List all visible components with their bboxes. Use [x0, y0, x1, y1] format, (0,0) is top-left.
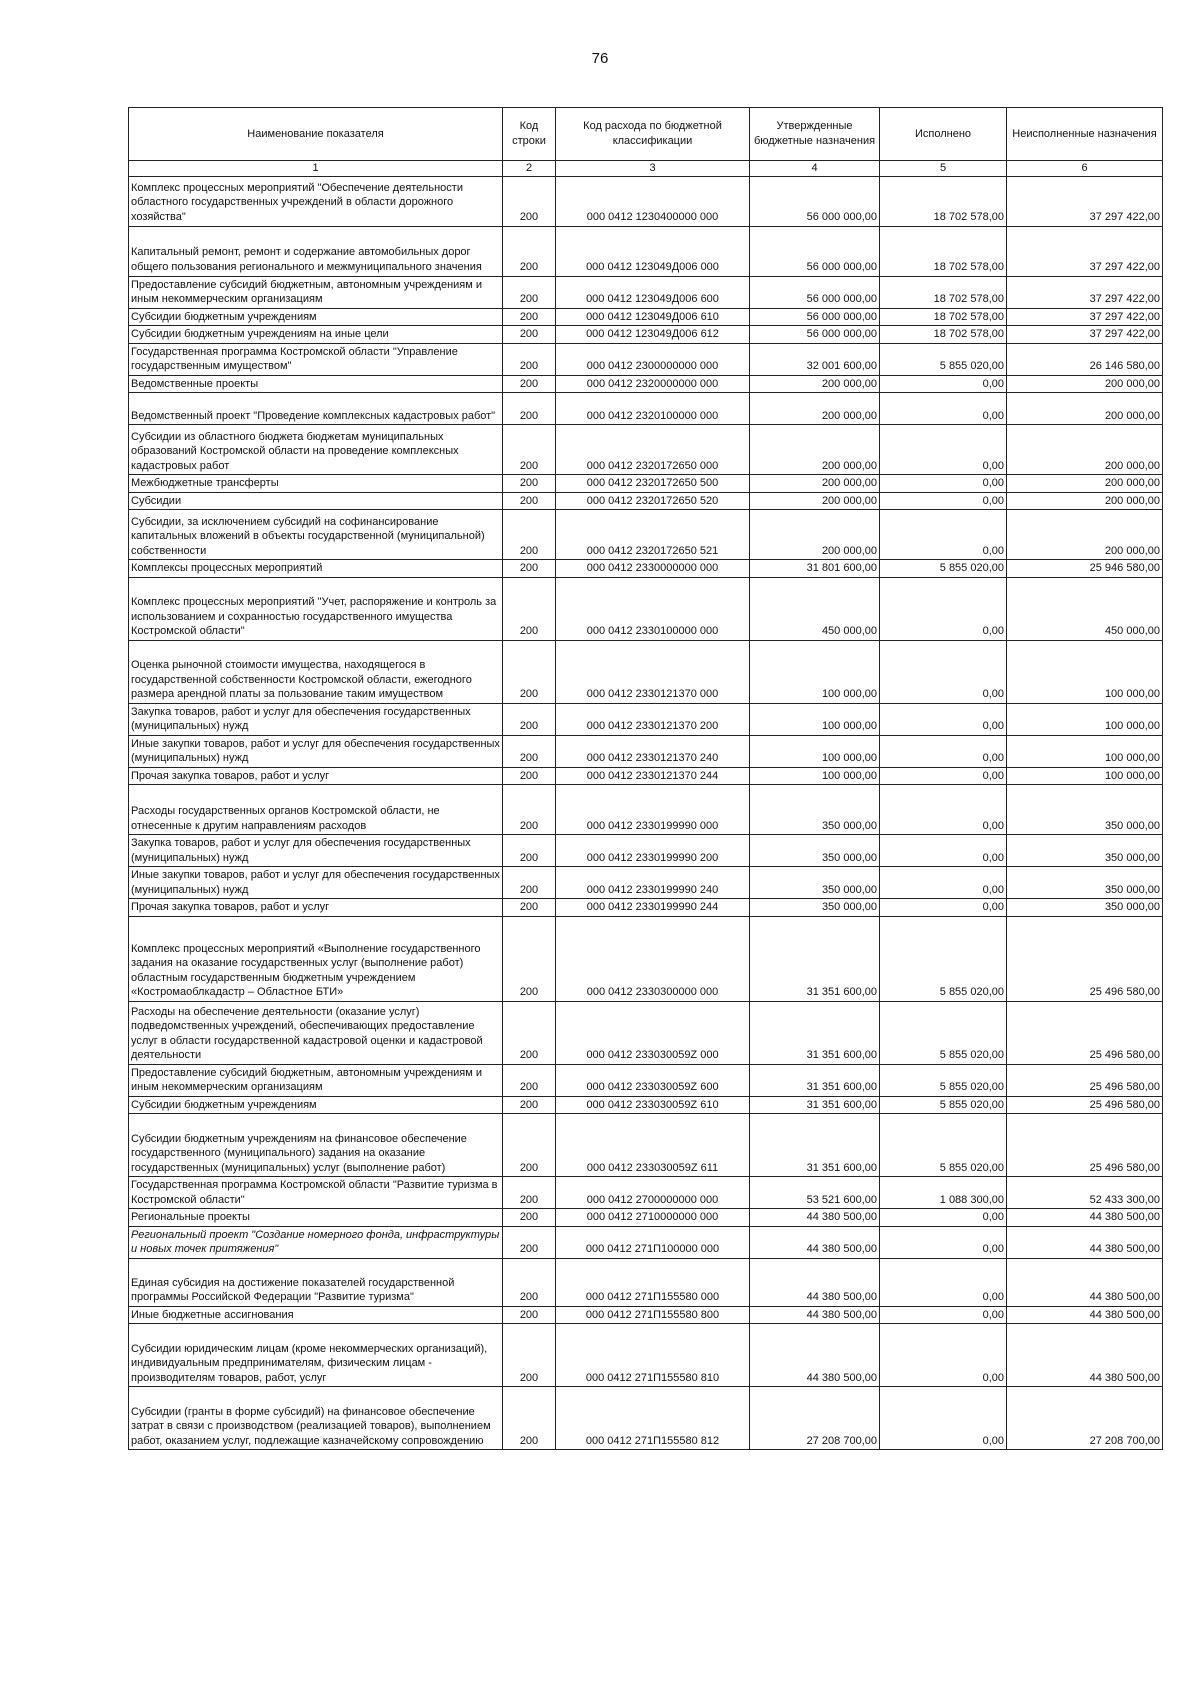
row-approved: 44 380 500,00 [750, 1226, 880, 1258]
row-line-code: 200 [503, 1387, 556, 1450]
table-row [129, 835, 1163, 867]
row-unexecuted: 25 496 580,00 [1007, 1064, 1163, 1096]
row-approved: 200 000,00 [750, 425, 880, 475]
row-classification: 000 0412 2300000000 000 [556, 343, 750, 375]
row-approved: 44 380 500,00 [750, 1209, 880, 1227]
table-row [129, 1096, 1163, 1114]
table-row [129, 276, 1163, 308]
row-approved: 27 208 700,00 [750, 1387, 880, 1450]
row-approved: 56 000 000,00 [750, 276, 880, 308]
row-line-code: 200 [503, 1306, 556, 1324]
row-classification: 000 0412 123049Д006 612 [556, 326, 750, 344]
row-line-code: 200 [503, 1114, 556, 1177]
row-unexecuted: 200 000,00 [1007, 425, 1163, 475]
row-name: Предоставление субсидий бюджетным, автономным учреждениям и иным некоммерческим организациям [129, 276, 503, 308]
row-classification: 000 0412 2320172650 000 [556, 425, 750, 475]
row-approved: 450 000,00 [750, 577, 880, 640]
table-row [129, 343, 1163, 375]
row-classification: 000 0412 271П155580 800 [556, 1306, 750, 1324]
row-unexecuted: 44 380 500,00 [1007, 1306, 1163, 1324]
row-name: Прочая закупка товаров, работ и услуг [129, 899, 503, 917]
row-unexecuted: 44 380 500,00 [1007, 1226, 1163, 1258]
row-approved: 100 000,00 [750, 767, 880, 785]
row-line-code: 200 [503, 1324, 556, 1387]
row-classification: 000 0412 271П155580 812 [556, 1387, 750, 1450]
table-row [129, 425, 1163, 475]
row-unexecuted: 350 000,00 [1007, 835, 1163, 867]
row-unexecuted: 27 208 700,00 [1007, 1387, 1163, 1450]
header-row [129, 108, 1163, 161]
row-line-code: 200 [503, 393, 556, 425]
row-name: Субсидии бюджетным учреждениям [129, 1096, 503, 1114]
row-line-code: 200 [503, 308, 556, 326]
row-unexecuted: 37 297 422,00 [1007, 308, 1163, 326]
row-executed: 0,00 [880, 475, 1007, 493]
row-unexecuted: 25 496 580,00 [1007, 1001, 1163, 1064]
row-approved: 100 000,00 [750, 735, 880, 767]
row-unexecuted: 100 000,00 [1007, 735, 1163, 767]
table-row [129, 308, 1163, 326]
row-classification: 000 0412 2330199990 200 [556, 835, 750, 867]
row-name: Ведомственные проекты [129, 375, 503, 393]
row-executed: 18 702 578,00 [880, 226, 1007, 276]
row-classification: 000 0412 123049Д006 000 [556, 226, 750, 276]
row-classification: 000 0412 233030059Z 600 [556, 1064, 750, 1096]
row-approved: 56 000 000,00 [750, 226, 880, 276]
row-line-code: 200 [503, 785, 556, 835]
row-classification: 000 0412 2330199990 240 [556, 867, 750, 899]
row-name: Единая субсидия на достижение показателей государственной программы Российской Федерации "Развитие туризма" [129, 1258, 503, 1306]
row-line-code: 200 [503, 1001, 556, 1064]
header-executed: Исполнено [880, 108, 1007, 161]
row-line-code: 200 [503, 640, 556, 703]
row-executed: 0,00 [880, 785, 1007, 835]
row-name: Субсидии, за исключением субсидий на софинансирование капитальных вложений в объекты государственной (муниципальной) собственности [129, 510, 503, 560]
header-line-code: Код строки [503, 108, 556, 161]
row-approved: 44 380 500,00 [750, 1258, 880, 1306]
row-executed: 5 855 020,00 [880, 916, 1007, 1001]
table-row [129, 475, 1163, 493]
row-classification: 000 0412 2330121370 240 [556, 735, 750, 767]
row-executed: 0,00 [880, 867, 1007, 899]
row-executed: 0,00 [880, 899, 1007, 917]
row-classification: 000 0412 271П155580 810 [556, 1324, 750, 1387]
row-approved: 350 000,00 [750, 867, 880, 899]
header-name: Наименование показателя [129, 108, 503, 161]
row-name: Межбюджетные трансферты [129, 475, 503, 493]
row-name: Расходы на обеспечение деятельности (оказание услуг) подведомственных учреждений, обеспечивающих предоставление услуг в области государственной кадастровой оценки и кадастровой деятельности [129, 1001, 503, 1064]
row-unexecuted: 200 000,00 [1007, 393, 1163, 425]
row-executed: 5 855 020,00 [880, 343, 1007, 375]
row-executed: 0,00 [880, 835, 1007, 867]
row-name: Иные бюджетные ассигнования [129, 1306, 503, 1324]
table-row [129, 703, 1163, 735]
row-name: Ведомственный проект "Проведение комплексных кадастровых работ" [129, 393, 503, 425]
row-line-code: 200 [503, 343, 556, 375]
table-row [129, 393, 1163, 425]
row-approved: 100 000,00 [750, 703, 880, 735]
row-approved: 56 000 000,00 [750, 176, 880, 226]
row-unexecuted: 450 000,00 [1007, 577, 1163, 640]
row-name: Субсидии бюджетным учреждениям [129, 308, 503, 326]
column-number: 3 [556, 161, 750, 177]
row-line-code: 200 [503, 375, 556, 393]
row-line-code: 200 [503, 492, 556, 510]
row-approved: 32 001 600,00 [750, 343, 880, 375]
row-approved: 31 351 600,00 [750, 1001, 880, 1064]
row-classification: 000 0412 2320172650 520 [556, 492, 750, 510]
row-executed: 0,00 [880, 393, 1007, 425]
table-row [129, 767, 1163, 785]
row-executed: 0,00 [880, 425, 1007, 475]
row-unexecuted: 25 496 580,00 [1007, 1096, 1163, 1114]
table-body [129, 176, 1163, 1450]
row-executed: 1 088 300,00 [880, 1177, 1007, 1209]
row-classification: 000 0412 2320100000 000 [556, 393, 750, 425]
table-row [129, 916, 1163, 1001]
row-unexecuted: 44 380 500,00 [1007, 1324, 1163, 1387]
row-line-code: 200 [503, 767, 556, 785]
row-name: Региональные проекты [129, 1209, 503, 1227]
row-name: Оценка рыночной стоимости имущества, находящегося в государственной собственности Костромской области, ежегодного размера арендной платы за пользование таким имуществом [129, 640, 503, 703]
row-executed: 0,00 [880, 1387, 1007, 1450]
row-unexecuted: 350 000,00 [1007, 785, 1163, 835]
row-executed: 5 855 020,00 [880, 1001, 1007, 1064]
row-name: Субсидии [129, 492, 503, 510]
row-executed: 0,00 [880, 1226, 1007, 1258]
header-unexecuted: Неисполненные назначения [1007, 108, 1163, 161]
row-classification: 000 0412 271П100000 000 [556, 1226, 750, 1258]
row-unexecuted: 200 000,00 [1007, 475, 1163, 493]
row-approved: 200 000,00 [750, 375, 880, 393]
row-unexecuted: 25 946 580,00 [1007, 560, 1163, 578]
row-line-code: 200 [503, 916, 556, 1001]
table-row [129, 326, 1163, 344]
table-row [129, 1001, 1163, 1064]
row-unexecuted: 37 297 422,00 [1007, 326, 1163, 344]
page-number: 76 [591, 50, 609, 67]
table-row [129, 640, 1163, 703]
row-line-code: 200 [503, 176, 556, 226]
row-unexecuted: 350 000,00 [1007, 867, 1163, 899]
row-line-code: 200 [503, 560, 556, 578]
table-row [129, 785, 1163, 835]
row-name: Комплекс процессных мероприятий "Обеспечение деятельности областного государственных учреждений в области дорожного хозяйства" [129, 176, 503, 226]
row-name: Субсидии (гранты в форме субсидий) на финансовое обеспечение затрат в связи с производством (реализацией товаров), выполнением работ, оказанием услуг, подлежащие казначейскому сопровождению [129, 1387, 503, 1450]
row-name: Закупка товаров, работ и услуг для обеспечения государственных (муниципальных) нужд [129, 835, 503, 867]
row-name: Капитальный ремонт, ремонт и содержание автомобильных дорог общего пользования регионального и межмуниципального значения [129, 226, 503, 276]
row-unexecuted: 200 000,00 [1007, 510, 1163, 560]
row-executed: 5 855 020,00 [880, 560, 1007, 578]
row-classification: 000 0412 271П155580 000 [556, 1258, 750, 1306]
row-executed: 0,00 [880, 1306, 1007, 1324]
table-row [129, 226, 1163, 276]
row-classification: 000 0412 2330300000 000 [556, 916, 750, 1001]
row-name: Комплекс процессных мероприятий "Учет, распоряжение и контроль за использованием и сохранностью государственного имущества Костромской области" [129, 577, 503, 640]
row-line-code: 200 [503, 326, 556, 344]
row-unexecuted: 100 000,00 [1007, 703, 1163, 735]
row-line-code: 200 [503, 735, 556, 767]
row-executed: 5 855 020,00 [880, 1064, 1007, 1096]
column-number: 4 [750, 161, 880, 177]
row-executed: 0,00 [880, 1324, 1007, 1387]
table-row [129, 560, 1163, 578]
row-executed: 0,00 [880, 703, 1007, 735]
table-row [129, 1114, 1163, 1177]
row-approved: 31 351 600,00 [750, 1096, 880, 1114]
row-line-code: 200 [503, 1258, 556, 1306]
row-classification: 000 0412 233030059Z 611 [556, 1114, 750, 1177]
row-unexecuted: 37 297 422,00 [1007, 276, 1163, 308]
row-unexecuted: 37 297 422,00 [1007, 176, 1163, 226]
row-name: Предоставление субсидий бюджетным, автономным учреждениям и иным некоммерческим организациям [129, 1064, 503, 1096]
row-unexecuted: 44 380 500,00 [1007, 1258, 1163, 1306]
row-line-code: 200 [503, 867, 556, 899]
row-executed: 0,00 [880, 767, 1007, 785]
row-classification: 000 0412 233030059Z 610 [556, 1096, 750, 1114]
column-number: 2 [503, 161, 556, 177]
row-executed: 0,00 [880, 510, 1007, 560]
table-row [129, 1324, 1163, 1387]
table-row [129, 375, 1163, 393]
row-classification: 000 0412 233030059Z 000 [556, 1001, 750, 1064]
row-line-code: 200 [503, 703, 556, 735]
row-name: Государственная программа Костромской области "Развитие туризма в Костромской области" [129, 1177, 503, 1209]
row-line-code: 200 [503, 226, 556, 276]
row-line-code: 200 [503, 276, 556, 308]
row-line-code: 200 [503, 510, 556, 560]
row-executed: 0,00 [880, 492, 1007, 510]
row-name: Комплекс процессных мероприятий «Выполнение государственного задания на оказание государственных услуг (выполнение работ) областным государственным бюджетным учреждением «Костромаоблкадастр – Областное БТИ» [129, 916, 503, 1001]
row-executed: 18 702 578,00 [880, 308, 1007, 326]
row-classification: 000 0412 2330199990 000 [556, 785, 750, 835]
table-row [129, 1177, 1163, 1209]
row-line-code: 200 [503, 1209, 556, 1227]
column-number-row [129, 161, 1163, 177]
row-executed: 0,00 [880, 640, 1007, 703]
row-classification: 000 0412 2320172650 521 [556, 510, 750, 560]
table-row [129, 1306, 1163, 1324]
table-row [129, 1226, 1163, 1258]
row-executed: 0,00 [880, 1209, 1007, 1227]
row-executed: 5 855 020,00 [880, 1096, 1007, 1114]
row-approved: 56 000 000,00 [750, 326, 880, 344]
row-classification: 000 0412 2320172650 500 [556, 475, 750, 493]
column-number: 6 [1007, 161, 1163, 177]
row-approved: 200 000,00 [750, 510, 880, 560]
row-executed: 0,00 [880, 1258, 1007, 1306]
row-approved: 31 351 600,00 [750, 1114, 880, 1177]
row-approved: 56 000 000,00 [750, 308, 880, 326]
column-number: 1 [129, 161, 503, 177]
row-line-code: 200 [503, 835, 556, 867]
row-classification: 000 0412 2700000000 000 [556, 1177, 750, 1209]
row-executed: 0,00 [880, 735, 1007, 767]
row-approved: 44 380 500,00 [750, 1324, 880, 1387]
row-name: Закупка товаров, работ и услуг для обеспечения государственных (муниципальных) нужд [129, 703, 503, 735]
row-unexecuted: 44 380 500,00 [1007, 1209, 1163, 1227]
row-approved: 31 801 600,00 [750, 560, 880, 578]
table-row [129, 577, 1163, 640]
row-classification: 000 0412 2710000000 000 [556, 1209, 750, 1227]
row-executed: 5 855 020,00 [880, 1114, 1007, 1177]
row-name: Иные закупки товаров, работ и услуг для обеспечения государственных (муниципальных) нужд [129, 735, 503, 767]
row-line-code: 200 [503, 475, 556, 493]
row-name: Государственная программа Костромской области "Управление государственным имуществом" [129, 343, 503, 375]
row-classification: 000 0412 2330000000 000 [556, 560, 750, 578]
row-line-code: 200 [503, 1096, 556, 1114]
row-unexecuted: 25 496 580,00 [1007, 916, 1163, 1001]
table-row [129, 735, 1163, 767]
table-row [129, 1209, 1163, 1227]
table-row [129, 492, 1163, 510]
row-classification: 000 0412 2320000000 000 [556, 375, 750, 393]
table-row [129, 1258, 1163, 1306]
row-classification: 000 0412 2330121370 200 [556, 703, 750, 735]
column-number: 5 [880, 161, 1007, 177]
table-row [129, 510, 1163, 560]
row-line-code: 200 [503, 1177, 556, 1209]
row-line-code: 200 [503, 425, 556, 475]
row-approved: 200 000,00 [750, 393, 880, 425]
row-classification: 000 0412 2330121370 000 [556, 640, 750, 703]
row-line-code: 200 [503, 899, 556, 917]
row-approved: 31 351 600,00 [750, 1064, 880, 1096]
row-executed: 18 702 578,00 [880, 326, 1007, 344]
row-approved: 31 351 600,00 [750, 916, 880, 1001]
row-line-code: 200 [503, 1064, 556, 1096]
row-unexecuted: 37 297 422,00 [1007, 226, 1163, 276]
row-unexecuted: 26 146 580,00 [1007, 343, 1163, 375]
row-unexecuted: 200 000,00 [1007, 375, 1163, 393]
row-executed: 0,00 [880, 375, 1007, 393]
row-name: Прочая закупка товаров, работ и услуг [129, 767, 503, 785]
row-approved: 44 380 500,00 [750, 1306, 880, 1324]
budget-execution-table [128, 107, 1163, 1450]
row-approved: 53 521 600,00 [750, 1177, 880, 1209]
row-unexecuted: 100 000,00 [1007, 640, 1163, 703]
table-row [129, 899, 1163, 917]
row-classification: 000 0412 2330100000 000 [556, 577, 750, 640]
row-name: Субсидии бюджетным учреждениям на иные цели [129, 326, 503, 344]
row-unexecuted: 25 496 580,00 [1007, 1114, 1163, 1177]
row-name: Субсидии юридическим лицам (кроме некоммерческих организаций), индивидуальным предпринимателям, физическим лицам - производителям товаров, работ, услуг [129, 1324, 503, 1387]
header-approved: Утвержденные бюджетные назначения [750, 108, 880, 161]
row-approved: 350 000,00 [750, 835, 880, 867]
row-classification: 000 0412 123049Д006 600 [556, 276, 750, 308]
row-classification: 000 0412 1230400000 000 [556, 176, 750, 226]
row-classification: 000 0412 2330121370 244 [556, 767, 750, 785]
row-line-code: 200 [503, 1226, 556, 1258]
row-name: Комплексы процессных мероприятий [129, 560, 503, 578]
row-name: Иные закупки товаров, работ и услуг для обеспечения государственных (муниципальных) нужд [129, 867, 503, 899]
table-row [129, 1387, 1163, 1450]
row-unexecuted: 52 433 300,00 [1007, 1177, 1163, 1209]
row-approved: 350 000,00 [750, 785, 880, 835]
table-row [129, 867, 1163, 899]
row-approved: 350 000,00 [750, 899, 880, 917]
row-unexecuted: 350 000,00 [1007, 899, 1163, 917]
table-row [129, 1064, 1163, 1096]
row-executed: 18 702 578,00 [880, 276, 1007, 308]
row-unexecuted: 200 000,00 [1007, 492, 1163, 510]
row-name: Субсидии бюджетным учреждениям на финансовое обеспечение государственного (муниципального) задания на оказание государственных (муниципальных) услуг (выполнение работ) [129, 1114, 503, 1177]
row-name: Региональный проект "Создание номерного фонда, инфраструктуры и новых точек притяжения" [129, 1226, 503, 1258]
row-executed: 18 702 578,00 [880, 176, 1007, 226]
row-approved: 200 000,00 [750, 492, 880, 510]
row-classification: 000 0412 123049Д006 610 [556, 308, 750, 326]
row-approved: 200 000,00 [750, 475, 880, 493]
row-name: Субсидии из областного бюджета бюджетам муниципальных образований Костромской области на проведение комплексных кадастровых работ [129, 425, 503, 475]
row-approved: 100 000,00 [750, 640, 880, 703]
row-line-code: 200 [503, 577, 556, 640]
row-executed: 0,00 [880, 577, 1007, 640]
row-unexecuted: 100 000,00 [1007, 767, 1163, 785]
row-classification: 000 0412 2330199990 244 [556, 899, 750, 917]
header-classification: Код расхода по бюджетной классификации [556, 108, 750, 161]
table-row [129, 176, 1163, 226]
row-name: Расходы государственных органов Костромской области, не отнесенные к другим направлениям расходов [129, 785, 503, 835]
